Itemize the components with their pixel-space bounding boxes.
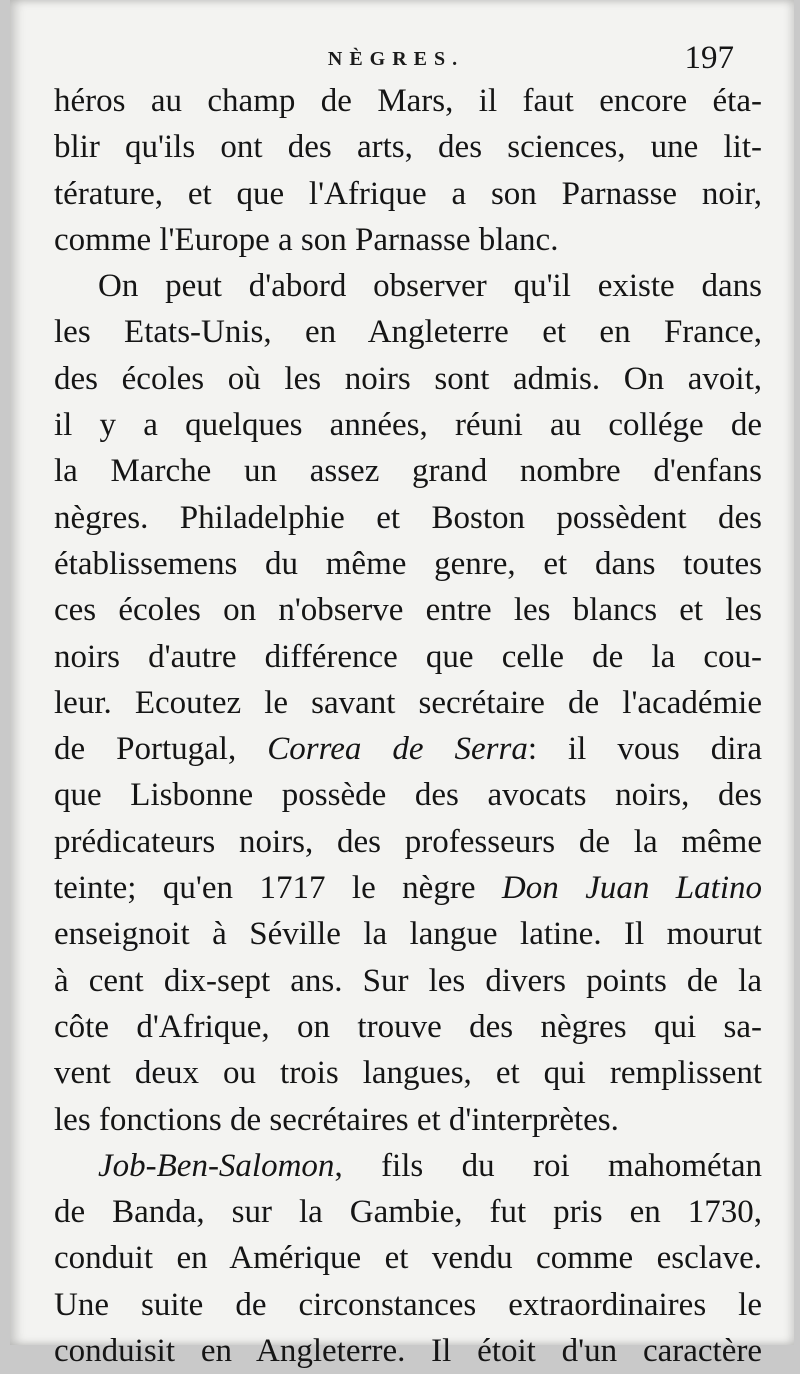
text-segment: héros au champ de Mars, il faut encore éta- bbox=[54, 83, 762, 119]
text-segment: , fils du roi mahométan bbox=[334, 1147, 762, 1184]
italic-text: Job-Ben-Salomon bbox=[98, 1147, 335, 1184]
text-line bbox=[54, 958, 762, 1004]
text-line bbox=[54, 1097, 762, 1143]
text-line bbox=[54, 263, 762, 309]
text-line bbox=[54, 356, 762, 402]
italic-text: Don Juan Latino bbox=[501, 870, 762, 907]
text-line bbox=[54, 1004, 762, 1050]
page-header bbox=[58, 40, 734, 80]
text-segment: à cent dix-sept ans. Sur les divers points de la bbox=[54, 962, 762, 999]
text-line bbox=[54, 541, 762, 587]
text-segment: les Etats-Unis, en Angleterre et en France, bbox=[54, 314, 762, 351]
text-segment: noirs d'autre différence que celle de la cou- bbox=[54, 638, 762, 675]
text-line bbox=[54, 1235, 762, 1281]
text-segment: les fonctions de secrétaires et d'interprètes. bbox=[54, 1101, 619, 1138]
text-line bbox=[54, 1282, 762, 1328]
text-line bbox=[54, 680, 762, 726]
text-segment: blir qu'ils ont des arts, des sciences, une lit- bbox=[54, 129, 762, 166]
text-segment: prédicateurs noirs, des professeurs de la même bbox=[54, 823, 762, 860]
text-line bbox=[54, 587, 762, 633]
italic-text: Correa de Serra bbox=[267, 731, 528, 768]
text-line bbox=[54, 726, 762, 772]
text-line bbox=[54, 495, 762, 541]
text-segment: côte d'Afrique, on trouve des nègres qui sa- bbox=[54, 1008, 762, 1045]
text-segment: leur. Ecoutez le savant secrétaire de l'académie bbox=[54, 684, 762, 721]
text-line bbox=[54, 1189, 762, 1235]
text-line bbox=[54, 911, 762, 957]
text-segment: ces écoles on n'observe entre les blancs et les bbox=[54, 592, 762, 629]
text-line bbox=[54, 171, 762, 217]
text-line bbox=[54, 402, 762, 448]
text-line bbox=[54, 78, 762, 124]
text-line bbox=[54, 772, 762, 818]
text-line bbox=[54, 1050, 762, 1096]
text-segment: établissemens du même genre, et dans toutes bbox=[54, 545, 762, 582]
page-number: 197 bbox=[684, 40, 734, 76]
text-segment: de Banda, sur la Gambie, fut pris en 1730, bbox=[54, 1194, 762, 1231]
text-segment: conduisit en Angleterre. Il étoit d'un caractère bbox=[54, 1333, 762, 1370]
text-segment: comme l'Europe a son Parnasse blanc. bbox=[54, 221, 559, 258]
text-line bbox=[54, 448, 762, 494]
text-segment: conduit en Amérique et vendu comme esclave. bbox=[54, 1240, 762, 1277]
text-segment: nègres. Philadelphie et Boston possèdent des bbox=[54, 499, 762, 536]
text-segment: vent deux ou trois langues, et qui remplissent bbox=[54, 1055, 762, 1092]
body-text bbox=[54, 78, 762, 1374]
text-line bbox=[54, 865, 762, 911]
text-line bbox=[54, 1328, 762, 1374]
text-line bbox=[54, 1143, 762, 1189]
text-segment: On peut d'abord observer qu'il existe dans bbox=[98, 268, 762, 305]
text-line bbox=[54, 124, 762, 170]
text-segment: : il vous dira bbox=[527, 731, 762, 768]
text-segment: la Marche un assez grand nombre d'enfans bbox=[54, 453, 762, 490]
book-page bbox=[10, 0, 794, 1370]
text-segment: enseignoit à Séville la langue latine. Il mourut bbox=[54, 916, 762, 953]
text-line bbox=[54, 634, 762, 680]
text-segment: térature, et que l'Afrique a son Parnasse noir, bbox=[54, 175, 762, 212]
text-segment: il y a quelques années, réuni au collége de bbox=[54, 407, 762, 444]
text-line bbox=[54, 819, 762, 865]
text-segment: des écoles où les noirs sont admis. On avoit, bbox=[54, 360, 762, 397]
text-segment: teinte; qu'en 1717 le nègre bbox=[54, 870, 502, 907]
text-segment: Une suite de circonstances extraordinaires le bbox=[54, 1286, 762, 1323]
text-segment: de Portugal, bbox=[54, 731, 268, 768]
running-title: NÈGRES. bbox=[327, 48, 465, 70]
text-segment: que Lisbonne possède des avocats noirs, des bbox=[54, 777, 762, 814]
text-line bbox=[54, 217, 762, 263]
text-line bbox=[54, 309, 762, 355]
